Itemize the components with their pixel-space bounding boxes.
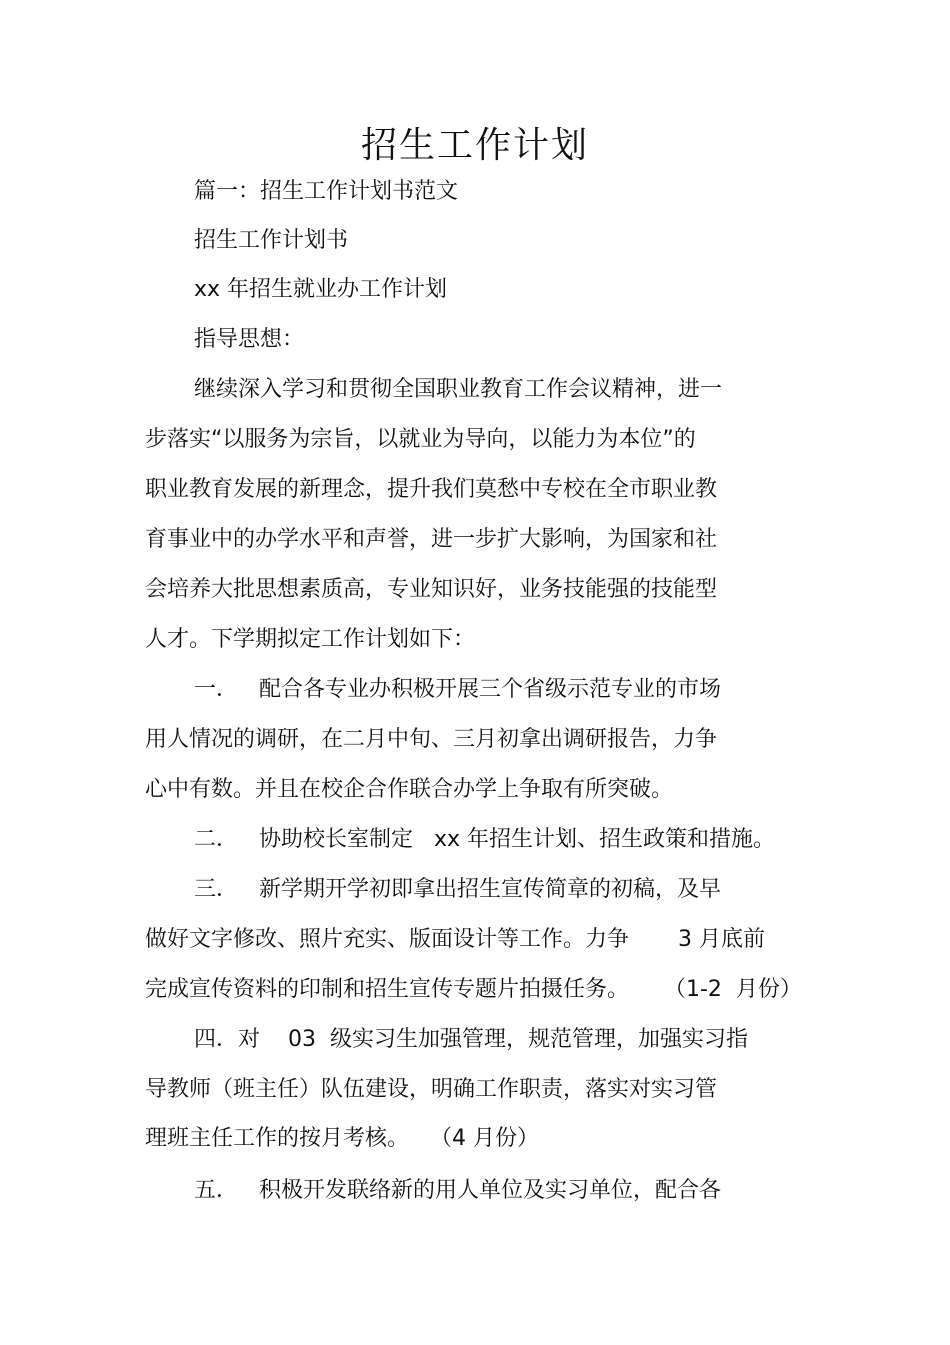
list-item-line: 三． 新学期开学初即拿出招生宣传简章的初稿，及早 <box>194 877 721 902</box>
paragraph-line: 会培养大批思想素质高，专业知识好，业务技能强的技能型 <box>145 577 718 602</box>
subtitle-line: 指导思想： <box>194 327 305 352</box>
subtitle-line: 招生工作计划书 <box>194 228 349 253</box>
list-item-line: 导教师（班主任）队伍建设，明确工作职责，落实对实习管 <box>145 1077 718 1102</box>
list-item-line: 五． 积极开发联络新的用人单位及实习单位，配合各 <box>194 1178 721 1203</box>
list-item-line: 理班主任工作的按月考核。 （4 月份） <box>145 1126 539 1151</box>
paragraph-line: 育事业中的办学水平和声誉，进一步扩大影响，为国家和社 <box>145 527 718 552</box>
list-item-line: 四．对 03 级实习生加强管理，规范管理，加强实习指 <box>194 1027 748 1052</box>
paragraph-line: 职业教育发展的新理念，提升我们莫愁中专校在全市职业教 <box>145 477 718 502</box>
paragraph-line: 人才。下学期拟定工作计划如下： <box>145 627 476 652</box>
list-item-line: 用人情况的调研，在二月中旬、三月初拿出调研报告，力争 <box>145 727 718 752</box>
list-item-line: 心中有数。并且在校企合作联合办学上争取有所突破。 <box>145 777 674 802</box>
subtitle-line: xx 年招生就业办工作计划 <box>194 277 448 302</box>
paragraph-line: 继续深入学习和贯彻全国职业教育工作会议精神，进一 <box>194 377 723 402</box>
list-item-line: 完成宣传资料的印制和招生宣传专题片拍摄任务。 （1-2 月份） <box>145 977 802 1002</box>
paragraph-line: 步落实“以服务为宗旨，以就业为导向，以能力为本位”的 <box>145 427 696 452</box>
list-item-line: 做好文字修改、照片充实、版面设计等工作。力争 3 月底前 <box>145 927 765 952</box>
list-item-line: 二． 协助校长室制定 xx 年招生计划、招生政策和措施。 <box>194 827 775 852</box>
document-title: 招生工作计划 <box>360 125 589 166</box>
list-item-line: 一． 配合各专业办积极开展三个省级示范专业的市场 <box>194 677 721 702</box>
section-heading: 篇一：招生工作计划书范文 <box>194 179 459 204</box>
